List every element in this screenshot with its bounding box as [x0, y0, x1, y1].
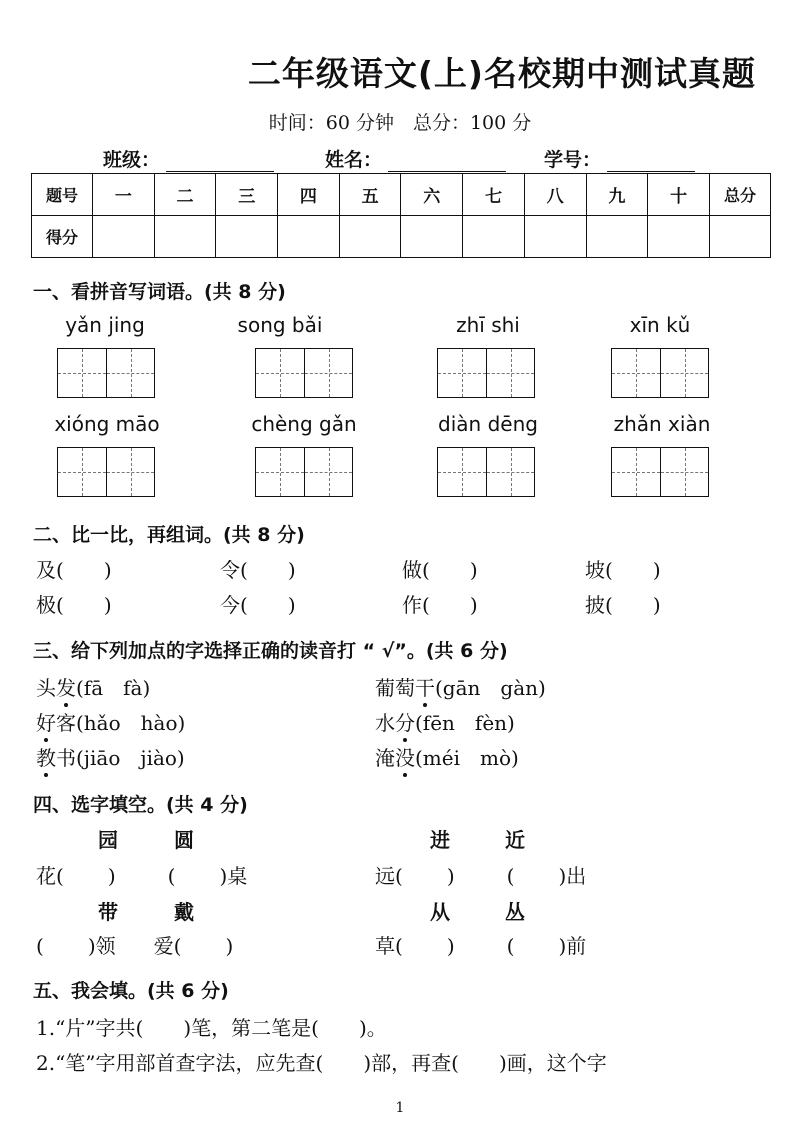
pronunciation-item[interactable]: 好客(hǎo hào) — [36, 707, 185, 736]
writing-grid[interactable] — [437, 447, 535, 497]
fill-row-1: 花( ) ( )桌 — [36, 864, 248, 888]
writing-grid[interactable] — [611, 348, 709, 398]
score-cell[interactable] — [278, 216, 340, 258]
pinyin-prompt: song bǎi — [237, 313, 323, 337]
writing-grid[interactable] — [57, 447, 155, 497]
score-row-label: 得分 — [32, 216, 93, 258]
compare-item: 披( ) — [585, 593, 661, 617]
compare-item: 今( ) — [220, 593, 296, 617]
pinyin-prompt: chèng gǎn — [251, 412, 357, 436]
score-cell[interactable] — [463, 216, 525, 258]
section-2-title: 二、比一比，再组词。(共 8 分) — [33, 524, 305, 546]
score-cell[interactable] — [586, 216, 648, 258]
fill-question-1: 1.“片”字共( )笔，第二笔是( )。 — [36, 1016, 387, 1040]
choice-char: 戴 — [174, 900, 194, 924]
score-cell[interactable] — [154, 216, 216, 258]
score-cell[interactable] — [339, 216, 401, 258]
score-header-cell: 题号 — [32, 174, 93, 216]
name-blank[interactable] — [388, 151, 506, 172]
writing-grid[interactable] — [255, 348, 353, 398]
fill-row-2: ( )领 爱( ) — [36, 934, 234, 958]
score-header-cell: 四 — [278, 174, 340, 216]
id-field[interactable] — [544, 145, 695, 172]
score-cell[interactable] — [710, 216, 771, 258]
id-label: 学号： — [544, 149, 602, 171]
score-cell[interactable] — [93, 216, 155, 258]
choice-char: 带 — [98, 900, 118, 924]
writing-grid[interactable] — [57, 348, 155, 398]
pronunciation-item[interactable]: 水分(fēn fèn) — [375, 707, 515, 736]
id-blank[interactable] — [607, 151, 695, 172]
choice-char: 丛 — [505, 900, 525, 924]
section-5-title: 五、我会填。(共 6 分) — [33, 980, 229, 1002]
writing-grid[interactable] — [611, 447, 709, 497]
score-cell[interactable] — [648, 216, 710, 258]
class-blank[interactable] — [166, 151, 274, 172]
compare-item: 做( ) — [402, 558, 478, 582]
score-header-cell: 八 — [524, 174, 586, 216]
choice-char: 近 — [505, 828, 525, 852]
pronunciation-item[interactable]: 头发(fā fà) — [36, 672, 150, 701]
choice-char: 进 — [430, 828, 450, 852]
compare-item: 极( ) — [36, 593, 112, 617]
score-header-cell: 七 — [463, 174, 525, 216]
pinyin-prompt: diàn dēng — [438, 412, 538, 436]
section-1-title: 一、看拼音写词语。(共 8 分) — [33, 281, 286, 303]
fill-question-2: 2.“笔”字用部首查字法，应先查( )部，再查( )画，这个字 — [36, 1051, 607, 1075]
score-cell[interactable] — [524, 216, 586, 258]
page-title: 二年级语文(上)名校期中测试真题 — [247, 54, 756, 93]
class-label: 班级： — [103, 149, 161, 171]
writing-grid[interactable] — [437, 348, 535, 398]
section-4-title: 四、选字填空。(共 4 分) — [33, 794, 248, 816]
page-number: 1 — [395, 1100, 405, 1116]
score-row — [32, 216, 771, 258]
compare-item: 及( ) — [36, 558, 112, 582]
score-cell[interactable] — [216, 216, 278, 258]
score-header-cell: 五 — [339, 174, 401, 216]
writing-grid[interactable] — [255, 447, 353, 497]
pronunciation-item[interactable]: 葡萄干(gān gàn) — [375, 672, 546, 701]
pinyin-prompt: xióng māo — [54, 412, 160, 436]
choice-char: 圆 — [174, 828, 194, 852]
score-header-row — [32, 174, 771, 216]
pinyin-prompt: xīn kǔ — [629, 313, 691, 337]
pronunciation-item[interactable]: 淹没(méi mò) — [375, 742, 519, 771]
fill-row-1b: 远( ) ( )出 — [375, 864, 587, 888]
score-header-cell: 九 — [586, 174, 648, 216]
exam-meta: 时间：60 分钟 总分：100 分 — [268, 112, 532, 134]
score-header-cell: 三 — [216, 174, 278, 216]
score-table — [31, 173, 771, 258]
pronunciation-item[interactable]: 教书(jiāo jiào) — [36, 742, 185, 771]
name-field[interactable] — [325, 145, 506, 172]
compare-item: 坡( ) — [585, 558, 661, 582]
score-header-cell: 一 — [93, 174, 155, 216]
score-header-cell: 十 — [648, 174, 710, 216]
score-header-cell: 总分 — [710, 174, 771, 216]
name-label: 姓名： — [325, 149, 383, 171]
section-3-title: 三、给下列加点的字选择正确的读音打 “ √”。(共 6 分) — [33, 640, 508, 662]
pinyin-prompt: yǎn jing — [65, 313, 145, 337]
score-header-cell: 六 — [401, 174, 463, 216]
pinyin-prompt: zhī shi — [456, 313, 520, 337]
choice-char: 园 — [98, 828, 118, 852]
compare-item: 作( ) — [402, 593, 478, 617]
choice-char: 从 — [430, 900, 450, 924]
pinyin-prompt: zhǎn xiàn — [613, 412, 711, 436]
class-field[interactable] — [103, 145, 274, 172]
score-header-cell: 二 — [154, 174, 216, 216]
compare-item: 令( ) — [220, 558, 296, 582]
fill-row-2b: 草( ) ( )前 — [375, 934, 587, 958]
score-cell[interactable] — [401, 216, 463, 258]
